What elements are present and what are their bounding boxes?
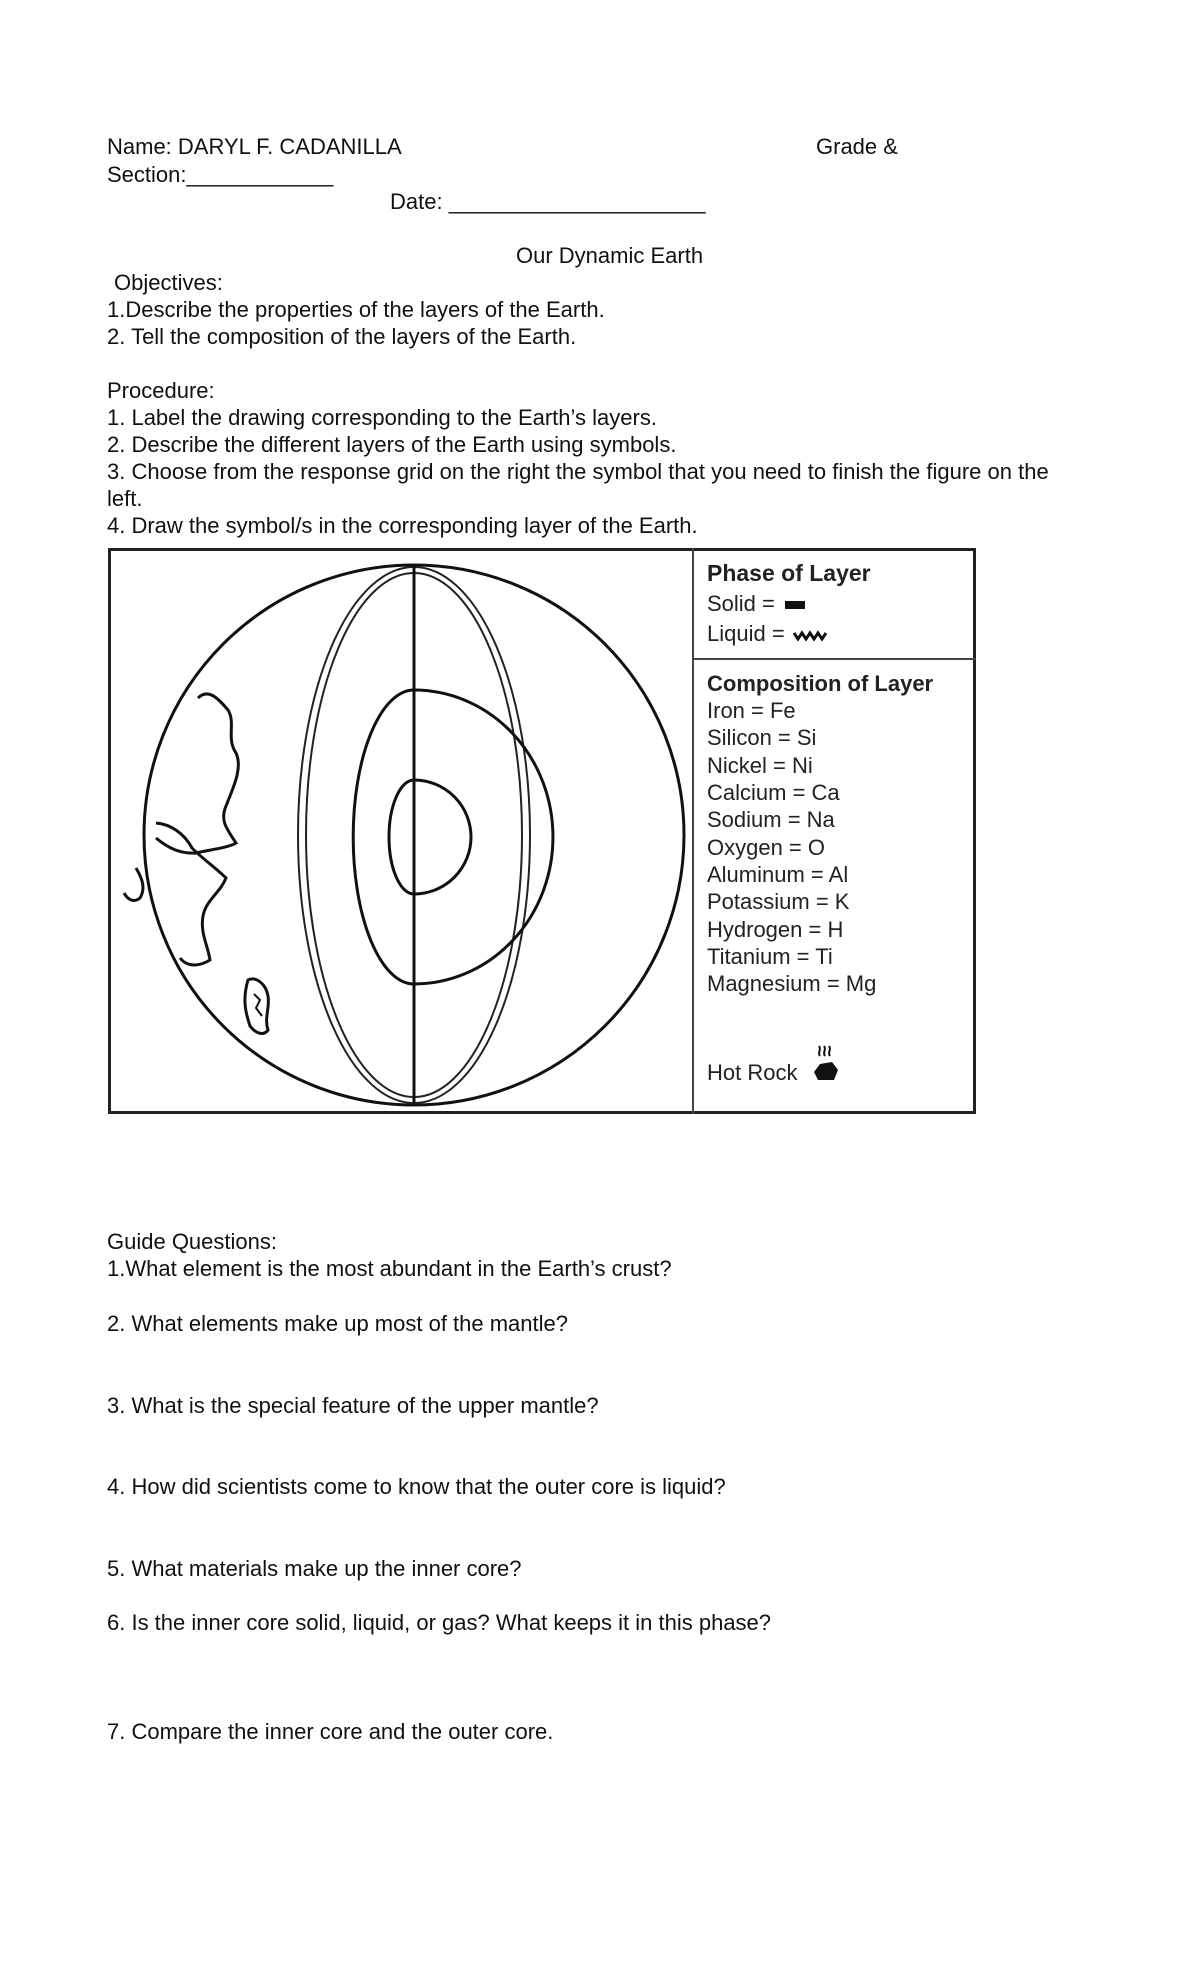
guide-heading: Guide Questions: [107, 1229, 277, 1254]
element-item: Aluminum = Al [707, 862, 849, 887]
element-item: Potassium = K [707, 889, 850, 914]
guide-question: 6. Is the inner core solid, liquid, or gas? What keeps it in this phase? [107, 1610, 772, 1635]
procedure-item: left. [107, 486, 143, 511]
guide-question: 3. What is the special feature of the upper mantle? [107, 1393, 599, 1418]
procedure-item: 1. Label the drawing corresponding to the Earth’s layers. [107, 405, 657, 430]
objective-item: 2. Tell the composition of the layers of the Earth. [107, 324, 577, 349]
guide-question: 4. How did scientists come to know that the outer core is liquid? [107, 1474, 726, 1499]
solid-symbol-icon [785, 601, 805, 609]
continent-outline-upper [156, 694, 238, 853]
liquid-wave-icon [793, 629, 827, 641]
procedure-item: 4. Draw the symbol/s in the corresponding layer of the Earth. [107, 513, 698, 538]
guide-question: 2. What elements make up most of the mantle? [107, 1311, 569, 1336]
symbol-legend [692, 548, 976, 1114]
solid-legend [707, 590, 805, 617]
hot-rock-icon [810, 1044, 840, 1086]
composition-heading: Composition of Layer [707, 671, 934, 696]
element-item: Calcium = Ca [707, 780, 840, 805]
guide-question: 7. Compare the inner core and the outer core. [107, 1719, 554, 1744]
section-field: Section:____________ [107, 162, 334, 187]
procedure-item: 2. Describe the different layers of the Earth using symbols. [107, 432, 677, 457]
procedure-heading: Procedure: [107, 378, 215, 403]
page-title: Our Dynamic Earth [516, 243, 704, 268]
element-item: Iron = Fe [707, 698, 796, 723]
legend-divider [694, 658, 976, 660]
objective-item: 1.Describe the properties of the layers of the Earth. [107, 297, 605, 322]
guide-question: 5. What materials make up the inner core? [107, 1556, 522, 1581]
liquid-label: Liquid = [707, 621, 785, 646]
earth-cross-section-diagram [108, 548, 692, 1114]
outer-core-boundary [414, 690, 553, 984]
island-outline [124, 868, 143, 900]
element-item: Nickel = Ni [707, 753, 813, 778]
element-item: Titanium = Ti [707, 944, 833, 969]
element-item: Magnesium = Mg [707, 971, 877, 996]
element-item: Sodium = Na [707, 807, 835, 832]
procedure-item: 3. Choose from the response grid on the right the symbol that you need to finish the figure on the [107, 459, 1049, 484]
phase-heading: Phase of Layer [707, 560, 871, 586]
grade-label: Grade & [816, 134, 898, 159]
hot-rock-label: Hot Rock [707, 1060, 798, 1085]
objectives-heading: Objectives: [114, 270, 223, 295]
student-name: Name: DARYL F. CADANILLA [107, 134, 402, 159]
element-item: Oxygen = O [707, 835, 826, 860]
liquid-legend [707, 620, 827, 647]
solid-label: Solid = [707, 591, 775, 616]
hot-rock-legend [707, 1044, 840, 1086]
inner-core-boundary [414, 780, 471, 894]
element-item: Silicon = Si [707, 725, 817, 750]
date-field: Date: _____________________ [390, 189, 706, 214]
element-item: Hydrogen = H [707, 917, 844, 942]
guide-question: 1.What element is the most abundant in the Earth’s crust? [107, 1256, 672, 1281]
